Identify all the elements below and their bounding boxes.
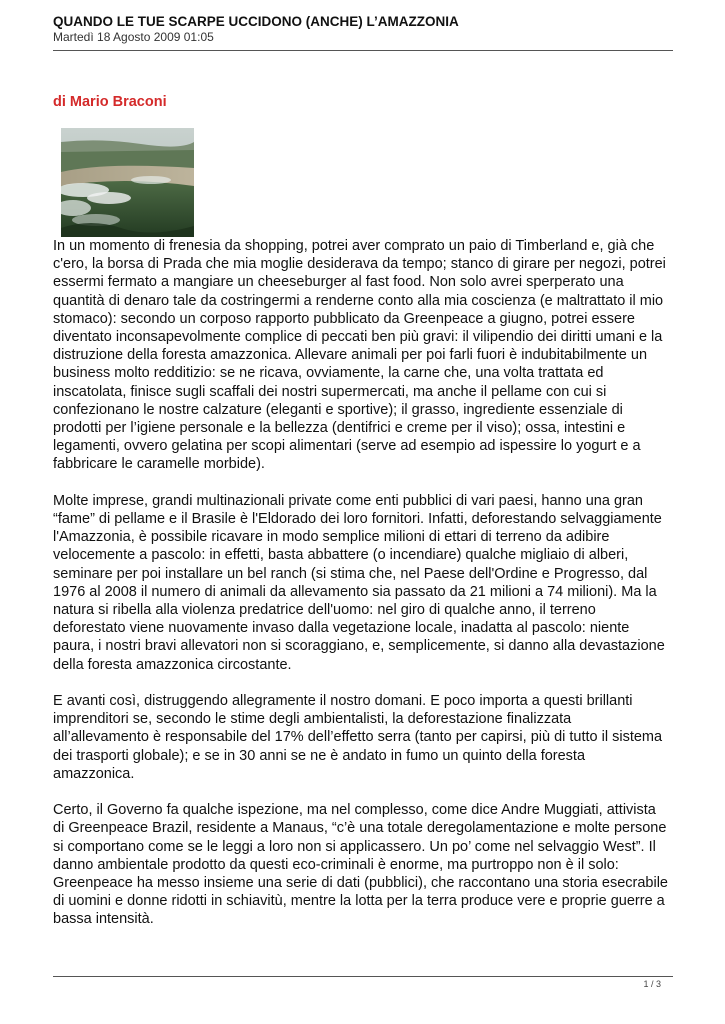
article-paragraph: Molte imprese, grandi multinazionali private come enti pubblici di vari paesi, hanno una gran “fame” di pellame e il Brasile è l'Eldorado dei loro fornitori. Infatti, deforestando selvaggiamente l'Amazzonia, è possibile ricavare in modo semplice milioni di ettari di terreno da adibire velocemente a pascolo: in effetti, basta abbattere (o incendiare) qualche migliaio di alberi, seminare per poi installare un bel ranch (si stima che, nel Paese dell'Ordine e Progresso, dal 1976 al 2008 il numero di animali da allevamento sia passato da 21 milioni a 74 milioni). Ma la natura si ribella alla violenza predatrice dell'uomo: nel giro di qualche anno, il terreno deforestato viene nuovamente invaso dalla vegetazione locale, inadatta al pascolo: niente paura, i nostri bravi allevatori non si scoraggiano, e, semplicemente, si danno alla devastazione della foresta amazzonica circostante. [53,492,665,673]
document-header [53,13,673,45]
article-title: QUANDO LE TUE SCARPE UCCIDONO (ANCHE) L’AMAZZONIA [53,14,459,29]
article-byline: di Mario Braconi [53,94,167,110]
amazon-river-aerial-photo [61,128,194,237]
page-number: 1 / 3 [643,979,661,989]
article-paragraph: Certo, il Governo fa qualche ispezione, ma nel complesso, come dice Andre Muggiati, attivista di Greenpeace Brazil, residente a Manaus, “c’è una totale deregolamentazione e molte persone si comportano come se le leggi a loro non si applicassero. Un po’ come nel selvaggio West”. Il danno ambientale prodotto da questi eco-criminali è enorme, ma purtroppo non è il solo: Greenpeace ha messo insieme una serie di dati (pubblici), che raccontano una storia esecrabile di uomini e donne ridotti in schiavitù, mentre la lotta per la terra produce vere e proprie guerre a bassa intensità. [53,802,668,928]
header-divider [53,50,673,51]
footer-divider [53,976,673,977]
article-body [53,237,677,947]
article-paragraph: In un momento di frenesia da shopping, potrei aver comprato un paio di Timberland e, già che c'ero, la borsa di Prada che mia moglie desiderava da tempo; stanco di girare per negozi, potrei essermi fermato a mangiare un cheeseburger al fast food. Non solo avrei sperperato una quantità di denaro tale da costringermi a renderne conto alla mia coscienza (e maltrattato il mio stomaco): secondo un corposo rapporto pubblicato da Greenpeace a giugno, potrei essere diventato inconsapevolmente complice di peccati ben più gravi: il vilipendio dei diritti umani e la distruzione della foresta amazzonica. Allevare animali per poi farli fuori è indubitabilmente un business molto redditizio: se ne ricava, ovviamente, la carne che, una volta trattata ed inscatolata, finisce sugli scaffali dei nostri supermercati, ma anche il pellame con cui si confezionano le nostre calzature (eleganti e sportive); il grasso, ingrediente essenziale di prodotti per l’igiene personale e la bellezza (dentifrici e creme per il viso); ossa, intestini e legamenti, ovvero gelatina per scopi alimentari (serve ad esempio ad ispessire lo yogurt e a fabbricare le caramelle morbide). [53,238,666,473]
article-date: Martedì 18 Agosto 2009 01:05 [53,30,214,44]
article-paragraph: E avanti così, distruggendo allegramente il nostro domani. E poco importa a questi brillanti imprenditori se, secondo le stime degli ambientalisti, la deforestazione finalizzata all’allevamento è responsabile del 17% dell’effetto serra (tanto per capirsi, più di tutto il sistema dei trasporti globale); e se in 30 anni se ne è andato in fumo un quinto della foresta amazzonica. [53,693,663,782]
